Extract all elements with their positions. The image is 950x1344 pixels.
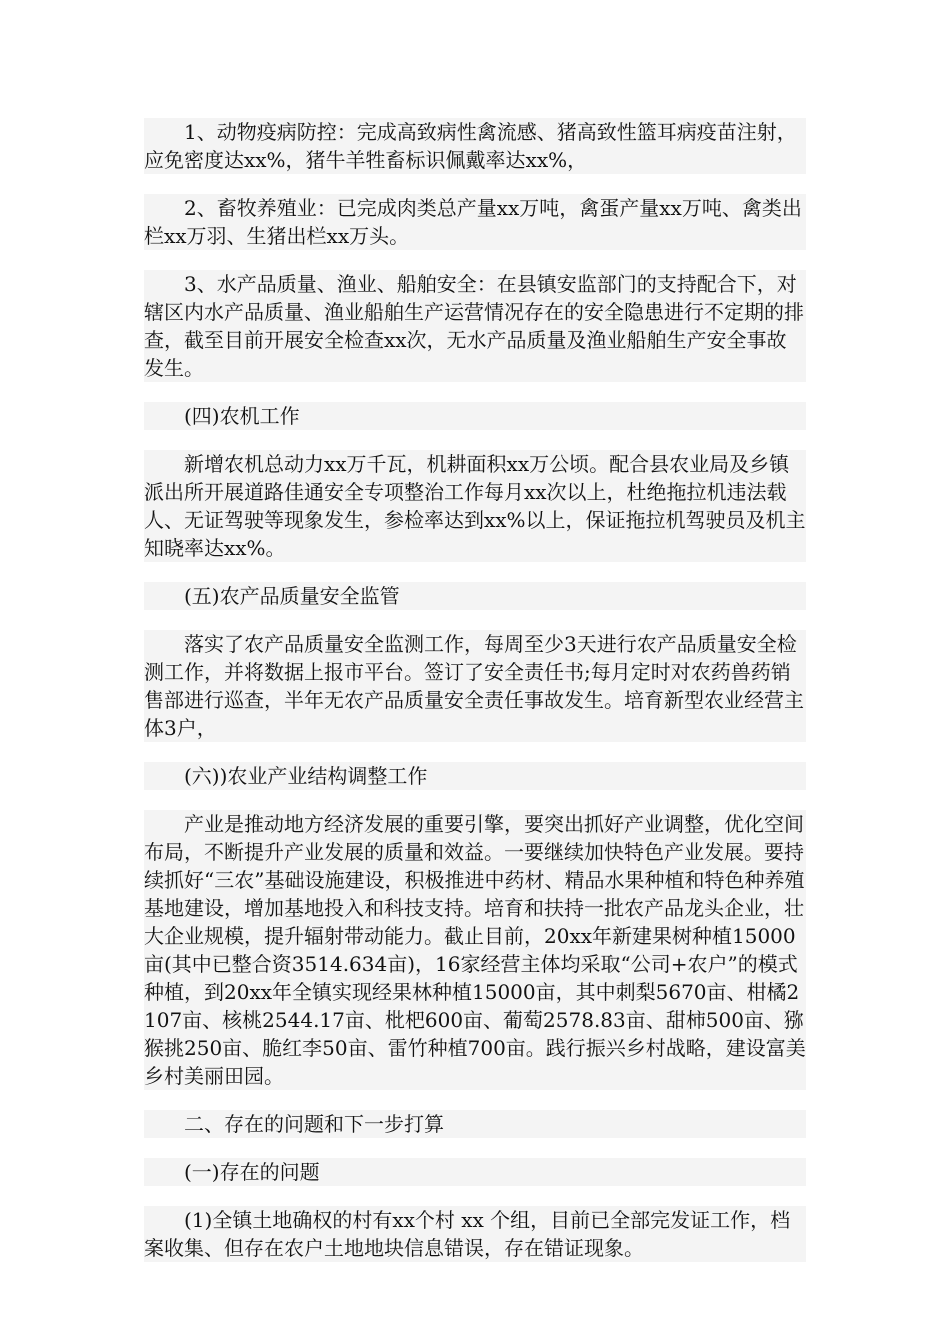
paragraph-livestock-farming: 2、畜牧养殖业：已完成肉类总产量xx万吨，禽蛋产量xx万吨、禽类出栏xx万羽、生猪出栏xx万头。 (144, 194, 806, 250)
paragraph-land-rights: (1)全镇土地确权的村有xx个村 xx 个组，目前已全部完发证工作，档案收集、但存在农户土地地块信息错误，存在错证现象。 (144, 1206, 806, 1262)
paragraph-product-quality: 落实了农产品质量安全监测工作，每周至少3天进行农产品质量安全检测工作，并将数据上报市平台。签订了安全责任书;每月定时对农药兽药销售部进行巡查，半年无农产品质量安全责任事故发生。培育新型农业经营主体3户， (144, 632, 804, 740)
paragraph-agri-machinery: 新增农机总动力xx万千瓦，机耕面积xx万公顷。配合县农业局及乡镇派出所开展道路佳通安全专项整治工作每月xx次以上，杜绝拖拉机违法载人、无证驾驶等现象发生，参检率达到xx%以上，保证拖拉机驾驶员及机主知晓率达xx%。 (144, 452, 806, 560)
paragraph-industry-structure: 产业是推动地方经济发展的重要引擎，要突出抓好产业调整，优化空间布局，不断提升产业发展的质量和效益。一要继续加快特色产业发展。要持续抓好“三农”基础设施建设，积极推进中药材、精品水果种植和特色种养殖基地建设，增加基地投入和科技支持。培育和扶持一批农产品龙头企业，壮大企业规模，提升辐射带动能力。截止目前，20xx年新建果树种植15000亩(其中已整合资3514.634亩)，16家经营主体均采取“公司+农户”的模式种植，到20xx年全镇实现经果林种植15000亩，其中刺梨5670亩、柑橘2107亩、核桃2544.17亩、枇杷600亩、葡萄2578.83亩、甜柿500亩、猕猴挑250亩、脆红李50亩、雷竹种植700亩。践行振兴乡村战略，建设富美乡村美丽田园。 (144, 812, 806, 1088)
document-body (144, 118, 806, 1282)
section-heading-agri-machinery: (四)农机工作 (144, 402, 806, 430)
section-heading-product-quality: (五)农产品质量安全监管 (144, 582, 806, 610)
section-heading-existing-problems: (一)存在的问题 (144, 1158, 806, 1186)
paragraph-aquatic-safety: 3、水产品质量、渔业、船舶安全：在县镇安监部门的支持配合下，对辖区内水产品质量、渔业船舶生产运营情况存在的安全隐患进行不定期的排查，截至目前开展安全检查xx次，无水产品质量及渔业船舶生产安全事故发生。 (144, 272, 804, 380)
section-heading-problems-plans: 二、存在的问题和下一步打算 (144, 1110, 806, 1138)
paragraph-animal-disease-control: 1、动物疫病防控：完成高致病性禽流感、猪高致性篮耳病疫苗注射，应免密度达xx%，猪牛羊牲畜标识佩戴率达xx%， (144, 118, 806, 174)
section-heading-industry-structure: (六))农业产业结构调整工作 (144, 762, 806, 790)
